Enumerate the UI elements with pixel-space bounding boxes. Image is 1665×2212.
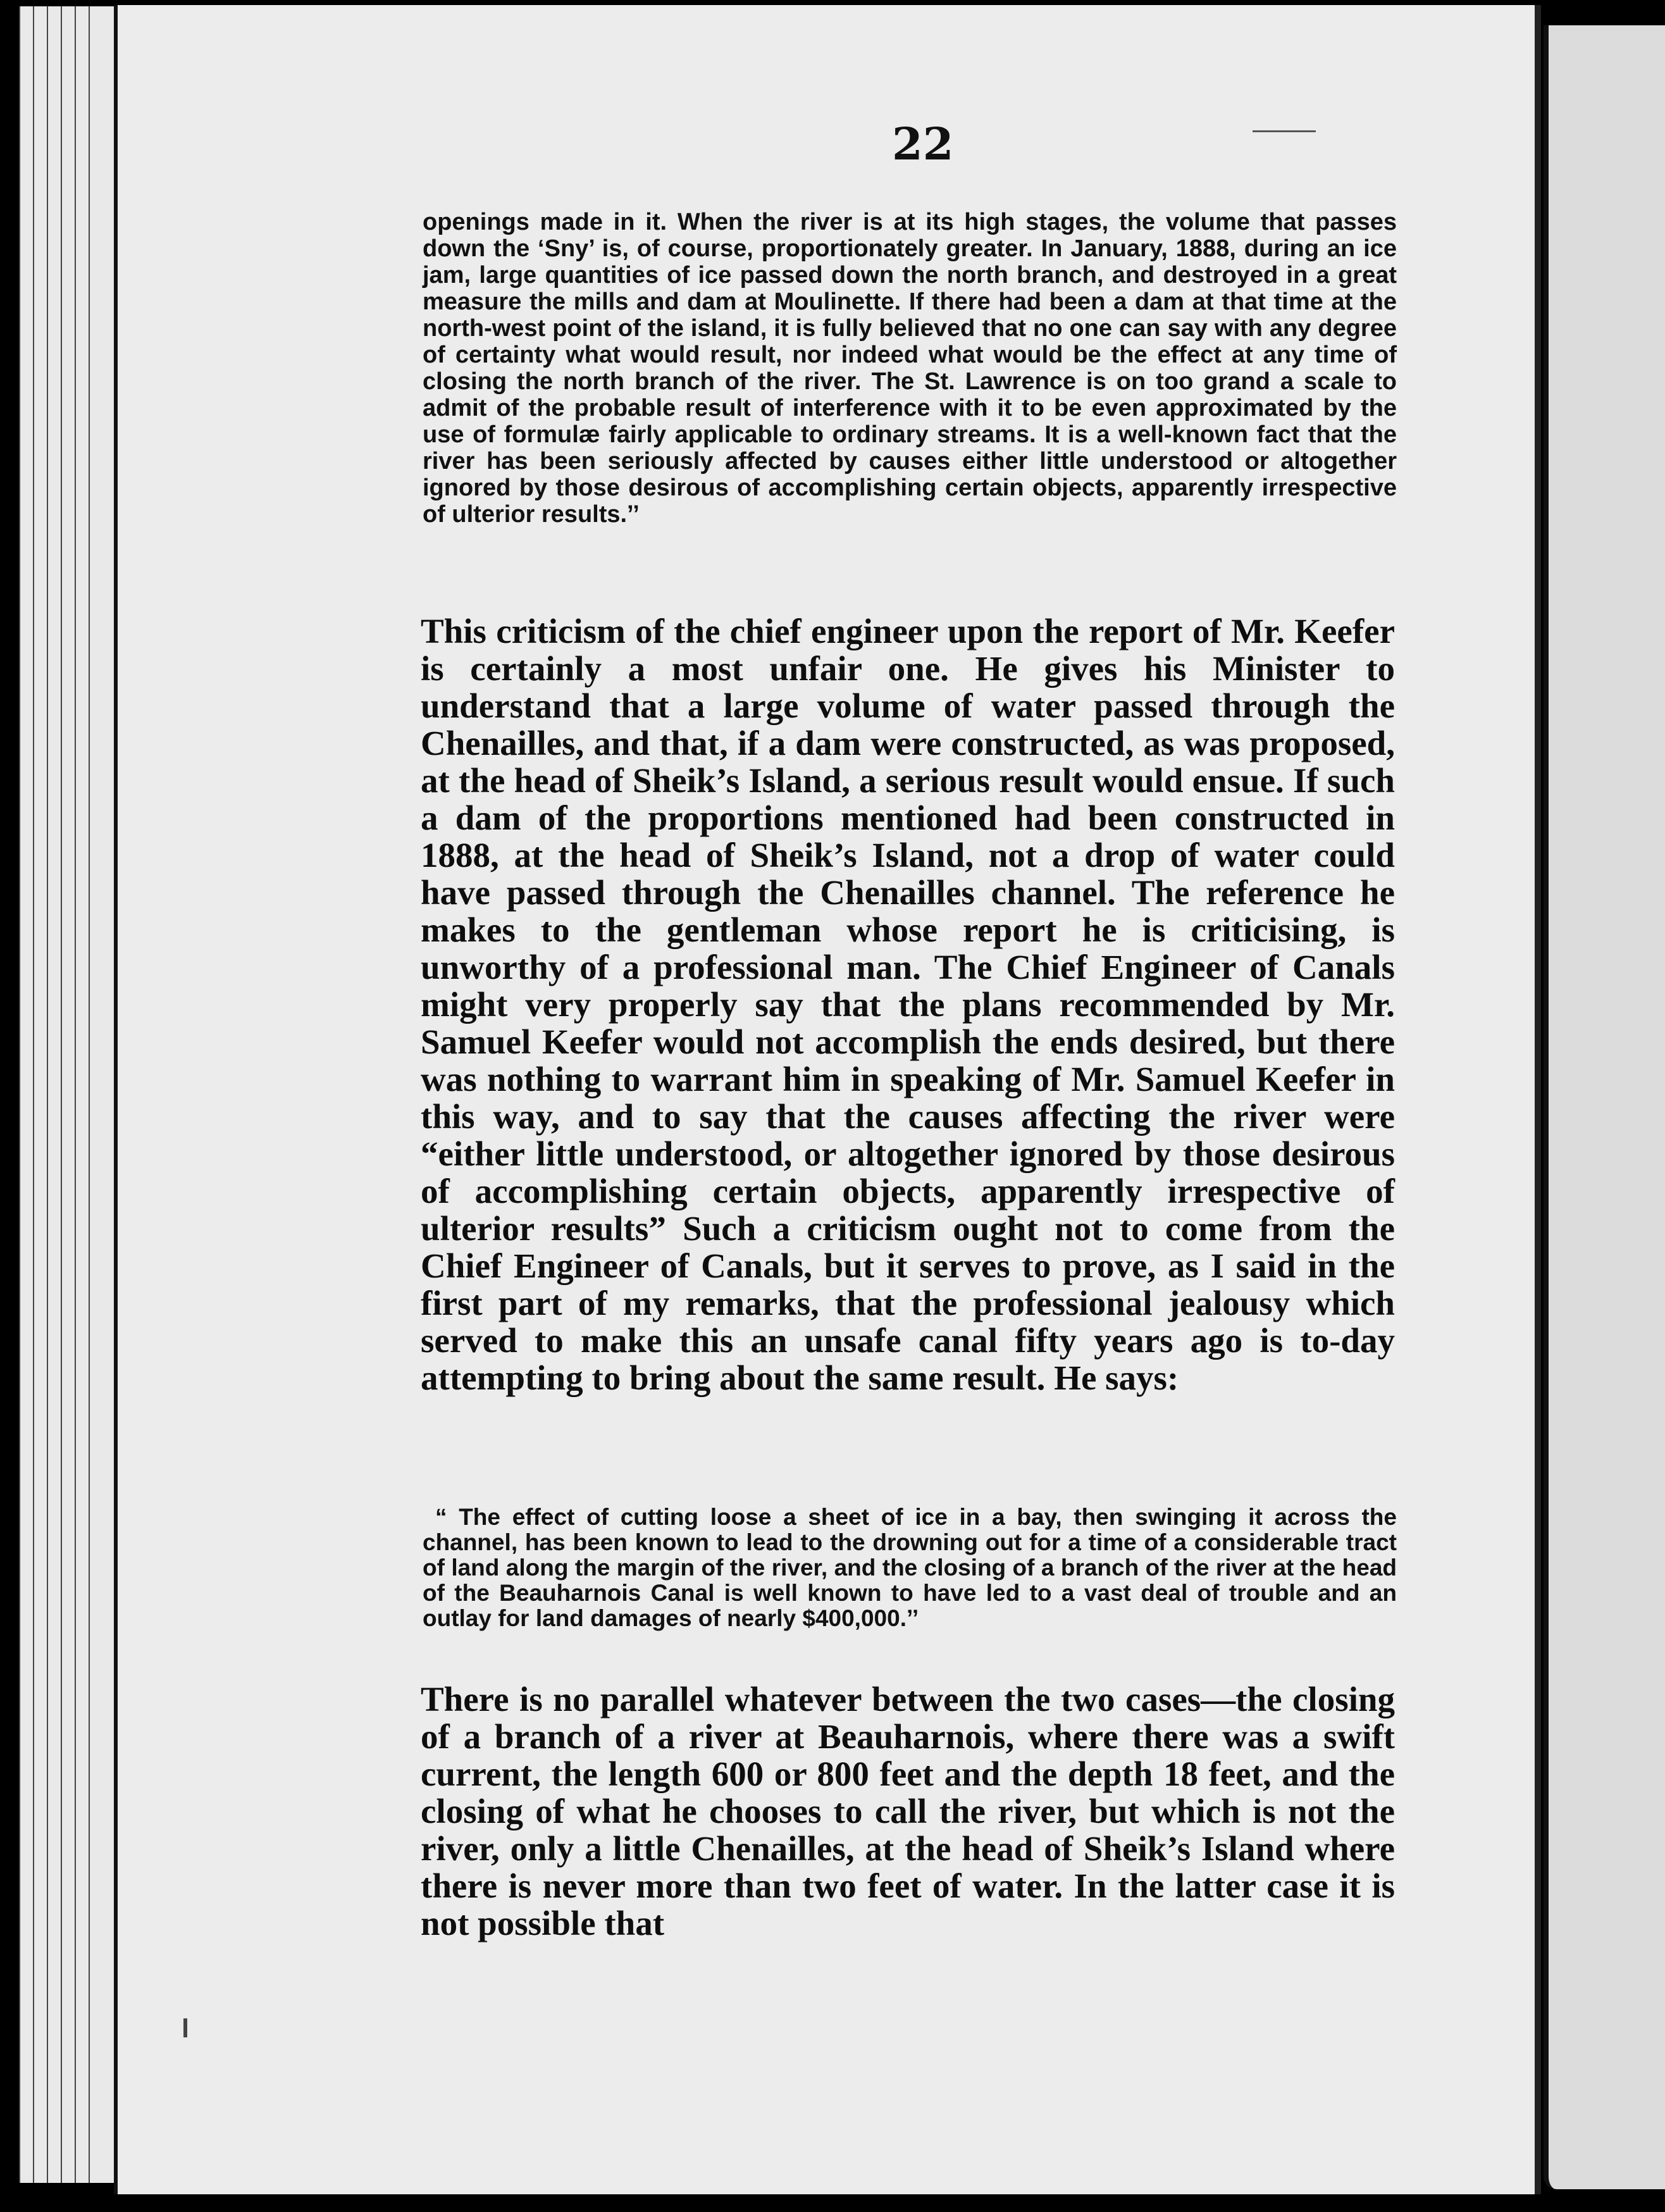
body-paragraph: This criticism of the chief engineer upon the report of Mr. Keefer is certainly a most unfair one. He gives his Minister to understand that a large volume of water passed through the Chenailles, and that, if a dam were constructed, as was proposed, at the head of Sheik’s Island, a serious result would ensue. If such a dam of the proportions mentioned had been constructed in 1888, at the head of Sheik’s Island, not a drop of water could have passed through the Chenailles channel. The reference he makes to the gentleman whose report he is criticising, is unworthy of a professional man. The Chief Engineer of Canals might very properly say that the plans recommended by Mr. Samuel Keefer would not accomplish the ends desired, but there was nothing to warrant him in speaking of Mr. Samuel Keefer in this way, and to say that the causes affecting the river were “either little understood, or altogether ignored by those desirous of accomplishing certain objects, apparently irrespective of ulterior results” Such a criticism ought not to come from the Chief Engineer of Canals, but it serves to prove, as I said in the first part of my remarks, that the professional jealousy which served to make this an unsafe canal fifty years ago is to-day attempting to bring about the same result. He says: — [421, 612, 1395, 1397]
scan-mark — [183, 2018, 187, 2037]
scan-mark — [1253, 130, 1316, 132]
block-quote: “ The effect of cutting loose a sheet of ice in a bay, then swinging it across the channel, has been known to lead to the drowning out for a time of a considerable tract of land along the margin of the river, and the closing of a branch of the river at the head of the Beauharnois Canal is well known to have led to a vast deal of trouble and an outlay for land damages of nearly $400,000.’’ — [423, 1504, 1397, 1631]
body-paragraph: There is no parallel whatever between the two cases—the closing of a branch of a river at Beauharnois, where there was a swift current, the length 600 or 800 feet and the depth 18 feet, and the closing of what he chooses to call the river, but which is not the river, only a little Chenailles, at the head of Sheik’s Island where there is never more than two feet of water. In the latter case it is not possible that — [421, 1680, 1395, 1942]
block-quote: openings made in it. When the river is at its high stages, the volume that passes down the ‘Sny’ is, of course, proportionately greater. In January, 1888, during an ice jam, large quantities of ice passed down the north branch, and destroyed in a great measure the mills and dam at Moulinette. If there had been a dam at that time at the north-west point of the island, it is fully believed that no one can say with any degree of certainty what would result, nor indeed what would be the effect at any time of closing the north branch of the river. The St. Lawrence is on too grand a scale to admit of the probable result of interference with it to be even approximated by the use of formulæ fairly applicable to ordinary streams. It is a well-known fact that the river has been seriously affected by causes either little understood or altogether ignored by those desirous of accomplishing certain objects, apparently irrespective of ulterior results.’’ — [423, 209, 1397, 528]
page-number: 22 — [892, 118, 954, 170]
facing-page-edge — [1544, 25, 1665, 2189]
